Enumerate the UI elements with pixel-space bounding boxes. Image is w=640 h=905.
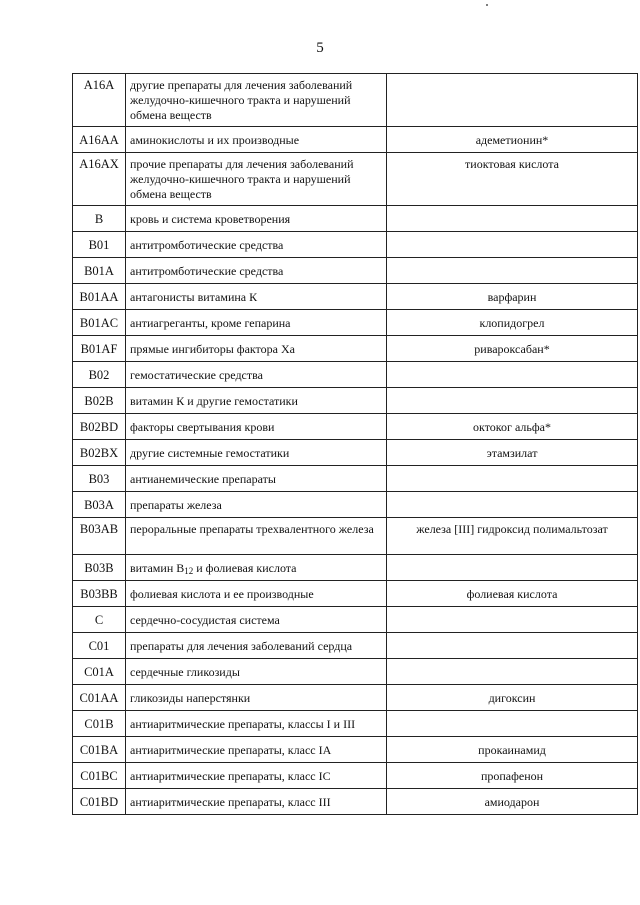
- drug-name: тиоктовая кислота: [387, 153, 638, 206]
- group-name: антиаритмические препараты, классы I и III: [126, 711, 387, 737]
- atc-code: C01AA: [73, 685, 126, 711]
- group-name-prefix: витамин B: [130, 561, 185, 575]
- drug-name: [387, 633, 638, 659]
- drug-name: железа [III] гидроксид полимальтозат: [387, 518, 638, 555]
- group-name: антиаритмические препараты, класс IC: [126, 763, 387, 789]
- table-row: [73, 607, 638, 633]
- group-name: препараты для лечения заболеваний сердца: [126, 633, 387, 659]
- atc-code: C01BA: [73, 737, 126, 763]
- scan-speck: [486, 4, 488, 6]
- group-name: витамин К и другие гемостатики: [126, 388, 387, 414]
- group-name: аминокислоты и их производные: [126, 127, 387, 153]
- drug-name: [387, 362, 638, 388]
- page-number: 5: [316, 40, 324, 56]
- drug-name: [387, 258, 638, 284]
- drug-name: [387, 466, 638, 492]
- table-row: [73, 633, 638, 659]
- group-name: другие системные гемостатики: [126, 440, 387, 466]
- atc-code: B03A: [73, 492, 126, 518]
- group-name: кровь и система кроветворения: [126, 206, 387, 232]
- table-row: [73, 518, 638, 555]
- group-name-suffix: и фолиевая кислота: [193, 561, 297, 575]
- group-name: препараты железа: [126, 492, 387, 518]
- drug-classification-table: [72, 73, 638, 815]
- group-name: антианемические препараты: [126, 466, 387, 492]
- drug-name: октоког альфа*: [387, 414, 638, 440]
- drug-name: [387, 206, 638, 232]
- drug-name: ривароксабан*: [387, 336, 638, 362]
- atc-code: C01A: [73, 659, 126, 685]
- group-name: антиагреганты, кроме гепарина: [126, 310, 387, 336]
- atc-code: C01: [73, 633, 126, 659]
- table-row: [73, 763, 638, 789]
- vitamin-subscript: 12: [184, 566, 194, 576]
- atc-code: A16A: [73, 74, 126, 127]
- drug-name: клопидогрел: [387, 310, 638, 336]
- atc-code: B01AA: [73, 284, 126, 310]
- table-row: [73, 466, 638, 492]
- table-row: [73, 206, 638, 232]
- group-name: пероральные препараты трехвалентного железа: [126, 518, 387, 555]
- drug-name: пропафенон: [387, 763, 638, 789]
- atc-code: A16AA: [73, 127, 126, 153]
- group-name: прочие препараты для лечения заболеваний желудочно-кишечного тракта и нарушений обмена веществ: [126, 153, 387, 206]
- drug-name: [387, 74, 638, 127]
- group-name: гемостатические средства: [126, 362, 387, 388]
- table-row: [73, 555, 638, 581]
- drug-name: адеметионин*: [387, 127, 638, 153]
- drug-name: [387, 388, 638, 414]
- table-row: [73, 414, 638, 440]
- atc-code: C01BD: [73, 789, 126, 815]
- table-row: [73, 74, 638, 127]
- atc-code: B03B: [73, 555, 126, 581]
- atc-code: B02BX: [73, 440, 126, 466]
- table-row: [73, 258, 638, 284]
- group-name: антитромботические средства: [126, 232, 387, 258]
- table-row: [73, 232, 638, 258]
- atc-code: B01: [73, 232, 126, 258]
- group-name: антиаритмические препараты, класс IA: [126, 737, 387, 763]
- drug-name: прокаинамид: [387, 737, 638, 763]
- drug-name: [387, 607, 638, 633]
- atc-code: B03BB: [73, 581, 126, 607]
- atc-code: A16AX: [73, 153, 126, 206]
- table-row: [73, 440, 638, 466]
- group-name: факторы свертывания крови: [126, 414, 387, 440]
- drug-name: варфарин: [387, 284, 638, 310]
- atc-code: B02: [73, 362, 126, 388]
- table-row: [73, 581, 638, 607]
- atc-code: B01AC: [73, 310, 126, 336]
- table-row: [73, 310, 638, 336]
- drug-name: этамзилат: [387, 440, 638, 466]
- table-row: [73, 789, 638, 815]
- atc-code: B03: [73, 466, 126, 492]
- atc-code: B01A: [73, 258, 126, 284]
- group-name: сердечно-сосудистая система: [126, 607, 387, 633]
- atc-code: C01BC: [73, 763, 126, 789]
- atc-code: B02BD: [73, 414, 126, 440]
- atc-code: B02B: [73, 388, 126, 414]
- table-row: [73, 492, 638, 518]
- table-row: [73, 284, 638, 310]
- drug-name: амиодарон: [387, 789, 638, 815]
- table-row: [73, 737, 638, 763]
- drug-name: фолиевая кислота: [387, 581, 638, 607]
- group-name: фолиевая кислота и ее производные: [126, 581, 387, 607]
- drug-name: [387, 492, 638, 518]
- table-row: [73, 659, 638, 685]
- atc-code: C: [73, 607, 126, 633]
- atc-code: B: [73, 206, 126, 232]
- drug-name: дигоксин: [387, 685, 638, 711]
- table-row: [73, 336, 638, 362]
- group-name: [126, 555, 387, 581]
- table-row: [73, 685, 638, 711]
- drug-name: [387, 659, 638, 685]
- table-row: [73, 711, 638, 737]
- group-name: прямые ингибиторы фактора Ха: [126, 336, 387, 362]
- drug-name: [387, 555, 638, 581]
- atc-code: B01AF: [73, 336, 126, 362]
- group-name: антиаритмические препараты, класс III: [126, 789, 387, 815]
- group-name: антагонисты витамина К: [126, 284, 387, 310]
- table-row: [73, 127, 638, 153]
- group-name: гликозиды наперстянки: [126, 685, 387, 711]
- drug-name: [387, 711, 638, 737]
- table-row: [73, 153, 638, 206]
- group-name: антитромботические средства: [126, 258, 387, 284]
- table-row: [73, 362, 638, 388]
- table-row: [73, 388, 638, 414]
- drug-name: [387, 232, 638, 258]
- group-name: другие препараты для лечения заболеваний желудочно-кишечного тракта и нарушений обмена веществ: [126, 74, 387, 127]
- group-name: сердечные гликозиды: [126, 659, 387, 685]
- atc-code: C01B: [73, 711, 126, 737]
- atc-code: B03AB: [73, 518, 126, 555]
